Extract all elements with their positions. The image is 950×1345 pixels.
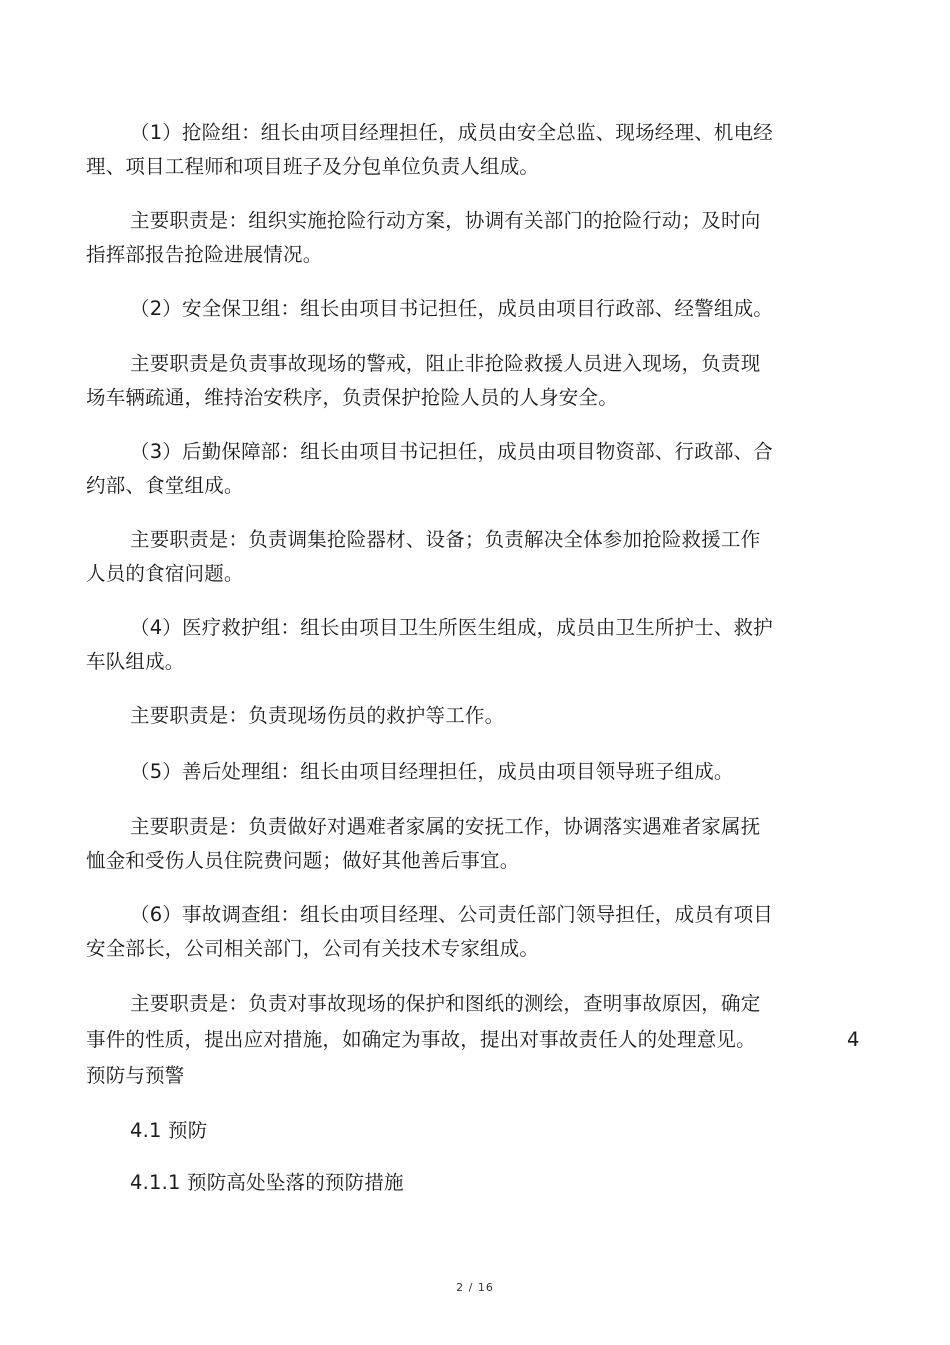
para-1-line-1: （1）抢险组：组长由项目经理担任，成员由安全总监、现场经理、机电经: [130, 121, 774, 144]
para-11-line-2: 安全部长，公司相关部门，公司有关技术专家组成。: [86, 937, 540, 960]
para-7-line-1: （4）医疗救护组：组长由项目卫生所医生组成，成员由卫生所护士、救护: [130, 616, 774, 639]
para-6-line-1: 主要职责是：负责调集抢险器材、设备；负责解决全体参加抢险救援工作: [130, 528, 761, 551]
para-5-line-2: 约部、食堂组成。: [86, 474, 244, 497]
para-7-line-2: 车队组成。: [86, 650, 185, 673]
para-9-line-1: （5）善后处理组：组长由项目经理担任，成员由项目领导班子组成。: [130, 760, 734, 783]
page-footer: 2 / 16: [456, 1281, 494, 1294]
para-4-line-1: 主要职责是负责事故现场的警戒，阻止非抢险救援人员进入现场，负责现: [130, 352, 761, 375]
para-3-line-1: （2）安全保卫组：组长由项目书记担任，成员由项目行政部、经警组成。: [130, 297, 774, 320]
para-6-line-2: 人员的食宿问题。: [86, 562, 244, 585]
para-12-line-1: 主要职责是：负责对事故现场的保护和图纸的测绘，查明事故原因，确定: [130, 992, 761, 1015]
para-10-line-1: 主要职责是：负责做好对遇难者家属的安抚工作，协调落实遇难者家属抚: [130, 815, 761, 838]
para-4-line-2: 场车辆疏通，维持治安秩序，负责保护抢险人员的人身安全。: [86, 386, 618, 409]
section-title: 预防与预警: [86, 1064, 185, 1087]
para-10-line-2: 恤金和受伤人员住院费问题；做好其他善后事宜。: [86, 849, 520, 872]
para-11-line-1: （6）事故调查组：组长由项目经理、公司责任部门领导担任，成员有项目: [130, 903, 774, 926]
para-2-line-1: 主要职责是：组织实施抢险行动方案，协调有关部门的抢险行动；及时向: [130, 209, 761, 232]
heading-4-1: 4.1 预防: [130, 1119, 208, 1142]
section-number: 4: [847, 1028, 860, 1051]
para-8-line-1: 主要职责是：负责现场伤员的救护等工作。: [130, 704, 505, 727]
heading-4-1-1: 4.1.1 预防高处坠落的预防措施: [130, 1171, 404, 1194]
para-12-line-2: 事件的性质，提出应对措施，如确定为事故，提出对事故责任人的处理意见。: [86, 1028, 756, 1051]
para-2-line-2: 指挥部报告抢险进展情况。: [86, 243, 323, 266]
para-1-line-2: 理、项目工程师和项目班子及分包单位负责人组成。: [86, 155, 540, 178]
para-5-line-1: （3）后勤保障部：组长由项目书记担任，成员由项目物资部、行政部、合: [130, 440, 774, 463]
